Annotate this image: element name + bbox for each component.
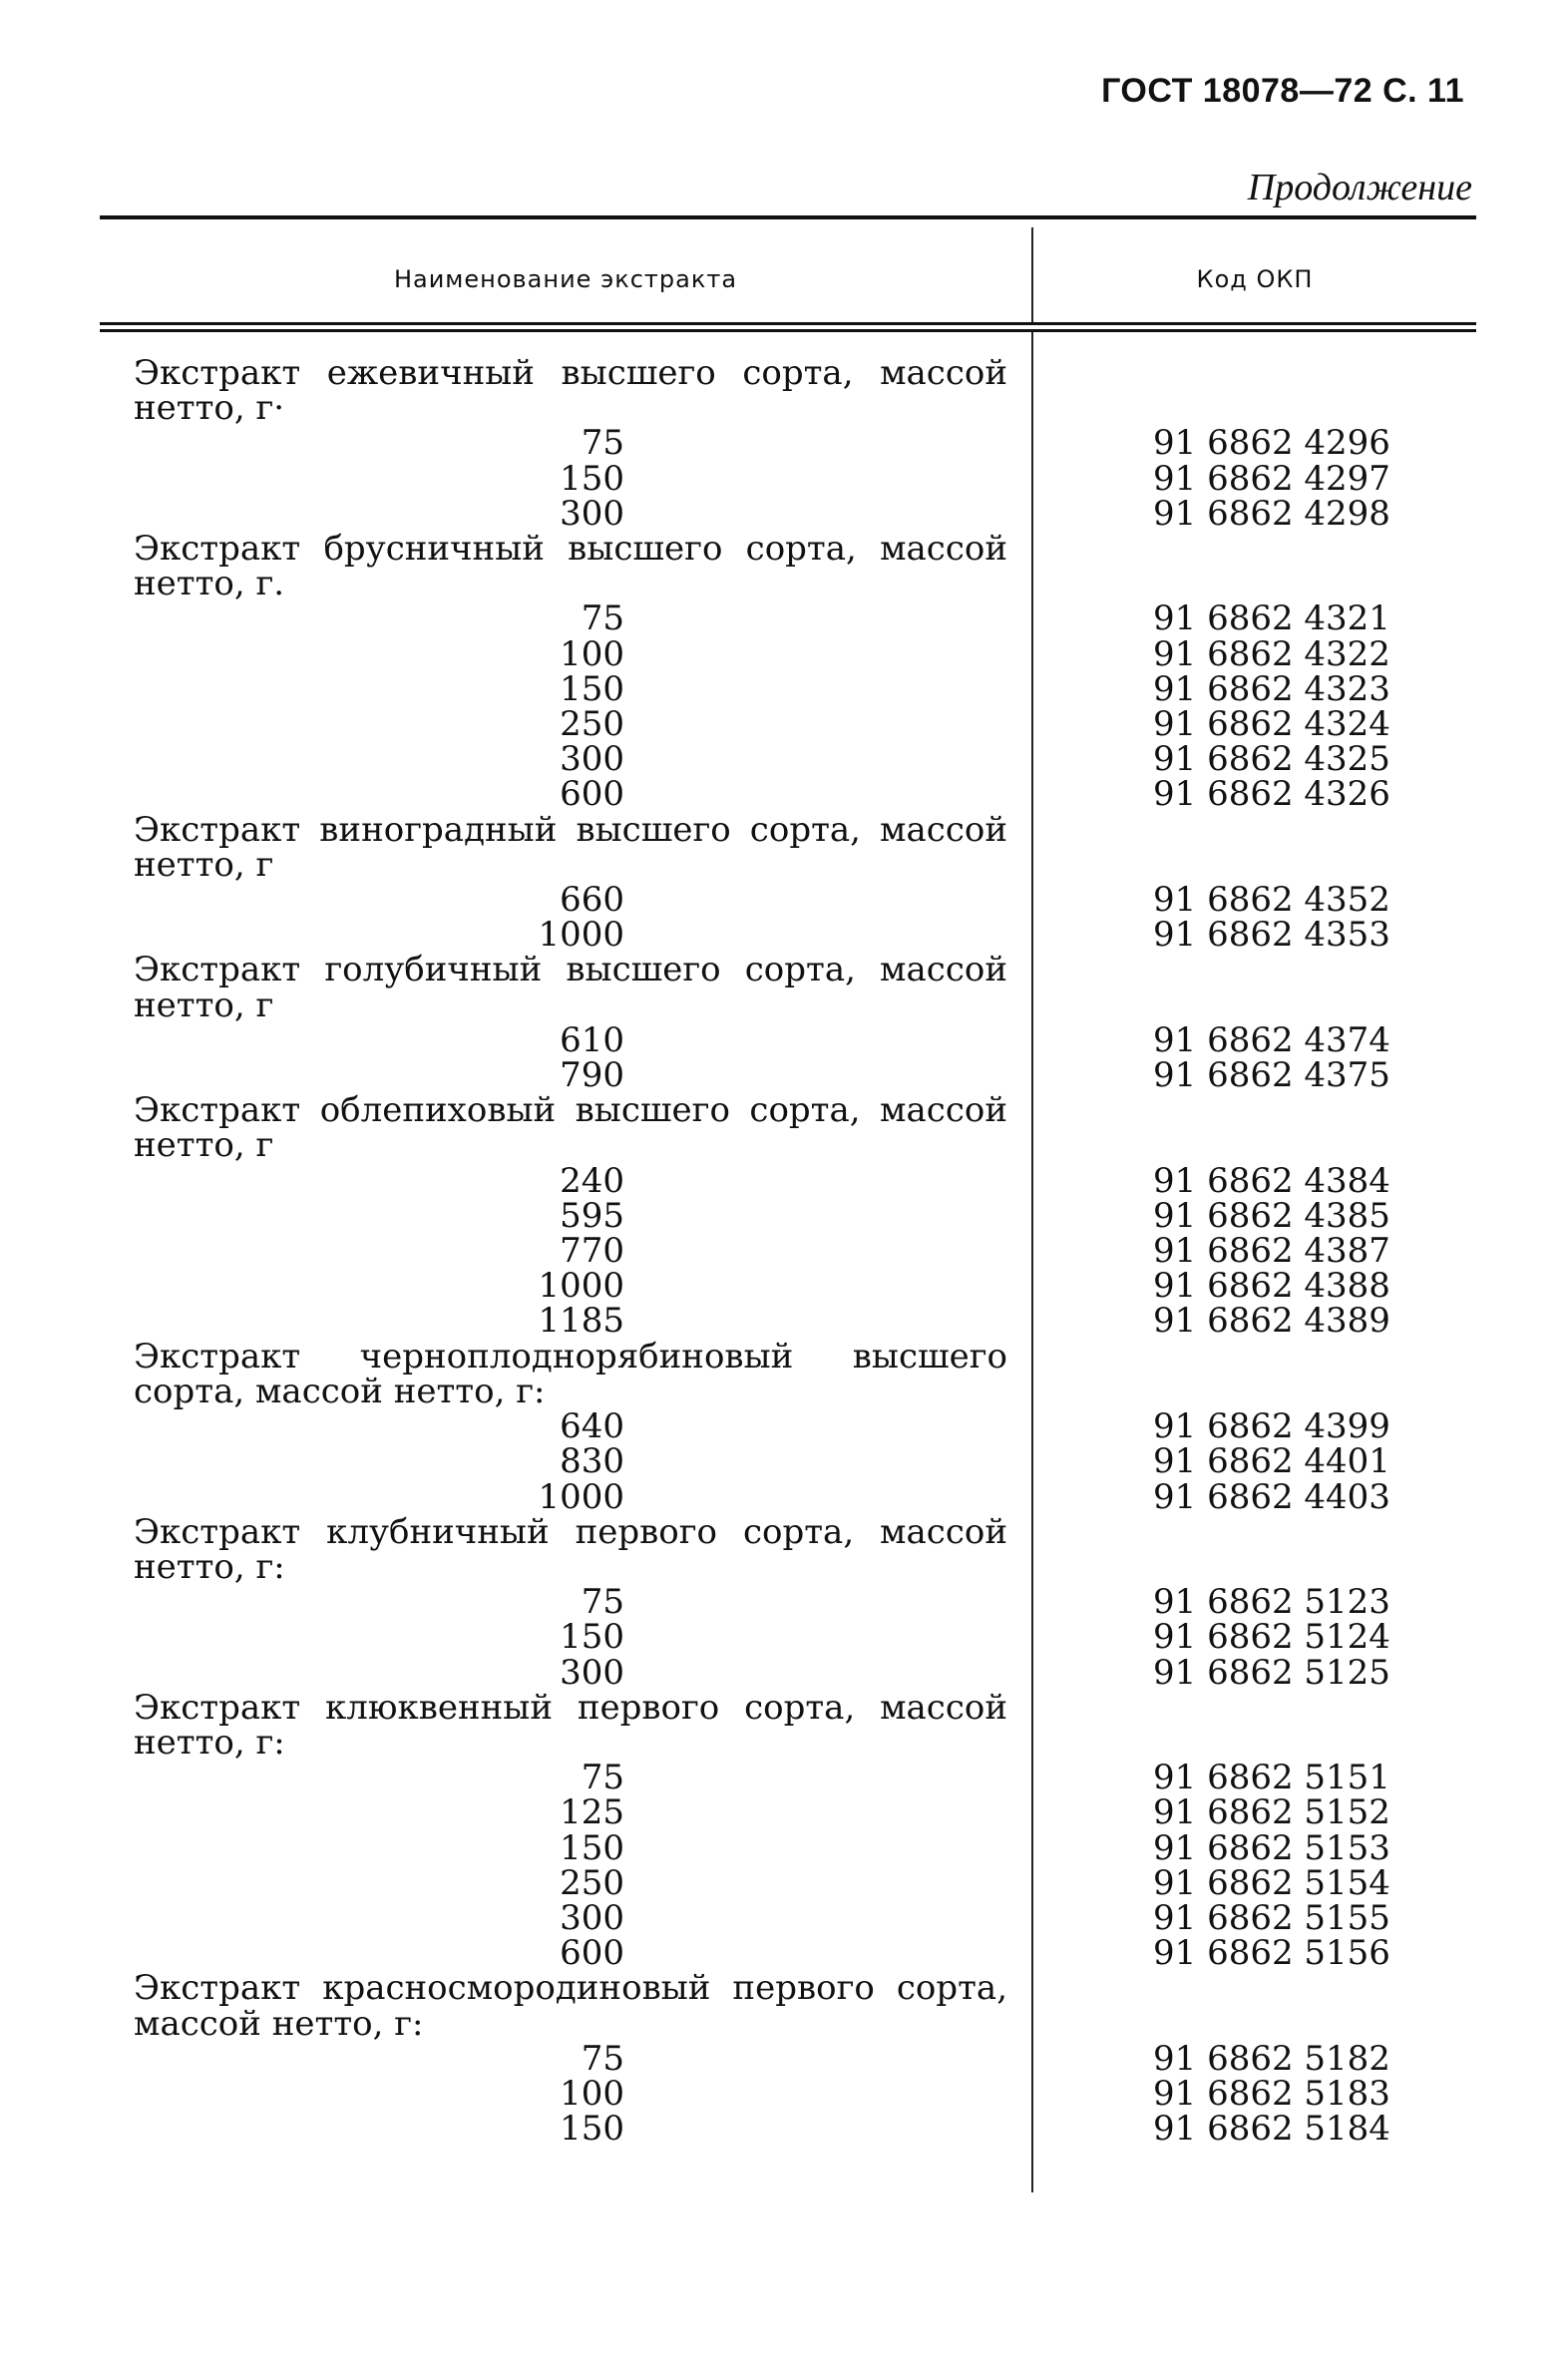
mass-row (100, 633, 1476, 674)
continuation-label: Продолжение (1247, 167, 1472, 208)
mass-row (100, 1862, 1476, 1903)
product-name: Экстракт черноплоднорябиновый высшего сорта, массой нетто, г: (134, 1336, 1007, 1411)
net-mass: 75 (581, 598, 624, 639)
okp-code: 91 6862 5183 (1153, 2073, 1390, 2114)
net-mass: 600 (560, 1933, 624, 1974)
table-body (100, 332, 1476, 2192)
okp-code: 91 6862 4387 (1153, 1231, 1390, 1272)
mass-row (100, 2038, 1476, 2079)
okp-code: 91 6862 4388 (1153, 1266, 1390, 1307)
mass-row (100, 1231, 1476, 1272)
net-mass: 150 (560, 1617, 624, 1658)
net-mass: 830 (560, 1441, 624, 1482)
okp-code: 91 6862 5153 (1153, 1827, 1390, 1868)
mass-row (100, 668, 1476, 709)
product-name: Экстракт голубичный высшего сорта, массой нетто, г (134, 950, 1007, 1025)
okp-code: 91 6862 5156 (1153, 1933, 1390, 1974)
okp-code: 91 6862 4374 (1153, 1019, 1390, 1060)
okp-code: 91 6862 4297 (1153, 458, 1390, 499)
okp-code: 91 6862 4384 (1153, 1160, 1390, 1201)
mass-row (100, 1617, 1476, 1658)
net-mass: 600 (560, 774, 624, 815)
net-mass: 790 (560, 1055, 624, 1096)
product-row (100, 1511, 1476, 1587)
product-row (100, 809, 1476, 885)
product-name: Экстракт облепиховый высшего сорта, массой нетто, г (134, 1090, 1007, 1166)
net-mass: 300 (560, 739, 624, 780)
net-mass: 250 (560, 704, 624, 745)
product-name: Экстракт ежевичный высшего сорта, массой нетто, г· (134, 353, 1007, 429)
net-mass: 150 (560, 2109, 624, 2150)
okp-code: 91 6862 5125 (1153, 1652, 1390, 1693)
okp-code: 91 6862 4296 (1153, 423, 1390, 464)
net-mass: 100 (560, 633, 624, 674)
okp-code: 91 6862 4322 (1153, 633, 1390, 674)
okp-code: 91 6862 4326 (1153, 774, 1390, 815)
okp-code: 91 6862 4323 (1153, 668, 1390, 709)
product-row (100, 1336, 1476, 1411)
net-mass: 1185 (538, 1301, 624, 1342)
mass-row (100, 1055, 1476, 1096)
mass-row (100, 1827, 1476, 1868)
mass-row (100, 1582, 1476, 1623)
mass-row (100, 880, 1476, 921)
okp-code: 91 6862 5123 (1153, 1582, 1390, 1623)
mass-row (100, 915, 1476, 956)
net-mass: 595 (560, 1195, 624, 1236)
okp-code: 91 6862 4399 (1153, 1406, 1390, 1447)
mass-row (100, 739, 1476, 780)
okp-code: 91 6862 4321 (1153, 598, 1390, 639)
net-mass: 150 (560, 458, 624, 499)
okp-code: 91 6862 5124 (1153, 1617, 1390, 1658)
net-mass: 1000 (538, 915, 624, 956)
okp-code: 91 6862 5152 (1153, 1792, 1390, 1833)
mass-row (100, 1933, 1476, 1974)
mass-row (100, 1160, 1476, 1201)
net-mass: 75 (581, 1758, 624, 1798)
okp-code: 91 6862 4385 (1153, 1195, 1390, 1236)
net-mass: 125 (560, 1792, 624, 1833)
okp-code: 91 6862 4403 (1153, 1476, 1390, 1517)
extract-table (100, 215, 1476, 2192)
column-header-name: Наименование экстракта (393, 265, 738, 293)
okp-code: 91 6862 4352 (1153, 880, 1390, 921)
header-double-rule (100, 322, 1476, 332)
product-name: Экстракт клубничный первого сорта, массой нетто, г: (134, 1511, 1007, 1587)
product-row (100, 353, 1476, 429)
product-name: Экстракт красносмородиновый первого сорта, массой нетто, г: (134, 1968, 1007, 2044)
net-mass: 240 (560, 1160, 624, 1201)
product-row (100, 1090, 1476, 1166)
mass-row (100, 423, 1476, 464)
okp-code: 91 6862 5154 (1153, 1862, 1390, 1903)
mass-row (100, 774, 1476, 815)
net-mass: 75 (581, 2038, 624, 2079)
net-mass: 640 (560, 1406, 624, 1447)
net-mass: 300 (560, 1897, 624, 1938)
okp-code: 91 6862 4298 (1153, 493, 1390, 534)
net-mass: 75 (581, 423, 624, 464)
mass-row (100, 1476, 1476, 1517)
okp-code: 91 6862 4353 (1153, 915, 1390, 956)
net-mass: 610 (560, 1019, 624, 1060)
net-mass: 1000 (538, 1266, 624, 1307)
product-name: Экстракт виноградный высшего сорта, массой нетто, г (134, 809, 1007, 885)
mass-row (100, 1195, 1476, 1236)
mass-row (100, 2109, 1476, 2150)
product-name: Экстракт брусничный высшего сорта, массой нетто, г. (134, 529, 1007, 604)
mass-row (100, 458, 1476, 499)
okp-code: 91 6862 5184 (1153, 2109, 1390, 2150)
net-mass: 250 (560, 1862, 624, 1903)
product-row (100, 950, 1476, 1025)
product-row (100, 1968, 1476, 2044)
product-name: Экстракт клюквенный первого сорта, массой нетто, г: (134, 1687, 1007, 1763)
net-mass: 150 (560, 1827, 624, 1868)
net-mass: 660 (560, 880, 624, 921)
mass-row (100, 1758, 1476, 1798)
net-mass: 100 (560, 2073, 624, 2114)
mass-row (100, 1301, 1476, 1342)
mass-row (100, 1406, 1476, 1447)
mass-row (100, 704, 1476, 745)
net-mass: 300 (560, 1652, 624, 1693)
mass-row (100, 1652, 1476, 1693)
product-row (100, 529, 1476, 604)
mass-row (100, 598, 1476, 639)
mass-row (100, 1897, 1476, 1938)
mass-row (100, 1266, 1476, 1307)
product-row (100, 1687, 1476, 1763)
net-mass: 75 (581, 1582, 624, 1623)
column-divider (1031, 332, 1033, 2192)
table-header (100, 219, 1476, 322)
mass-row (100, 1019, 1476, 1060)
okp-code: 91 6862 5151 (1153, 1758, 1390, 1798)
okp-code: 91 6862 5155 (1153, 1897, 1390, 1938)
net-mass: 300 (560, 493, 624, 534)
okp-code: 91 6862 4375 (1153, 1055, 1390, 1096)
okp-code: 91 6862 5182 (1153, 2038, 1390, 2079)
column-header-code: Код ОКП (1196, 265, 1314, 293)
net-mass: 150 (560, 668, 624, 709)
okp-code: 91 6862 4389 (1153, 1301, 1390, 1342)
okp-code: 91 6862 4401 (1153, 1441, 1390, 1482)
mass-row (100, 1792, 1476, 1833)
mass-row (100, 1441, 1476, 1482)
page-header: ГОСТ 18078—72 С. 11 (1101, 72, 1464, 110)
net-mass: 770 (560, 1231, 624, 1272)
mass-row (100, 493, 1476, 534)
mass-row (100, 2073, 1476, 2114)
okp-code: 91 6862 4324 (1153, 704, 1390, 745)
net-mass: 1000 (538, 1476, 624, 1517)
okp-code: 91 6862 4325 (1153, 739, 1390, 780)
